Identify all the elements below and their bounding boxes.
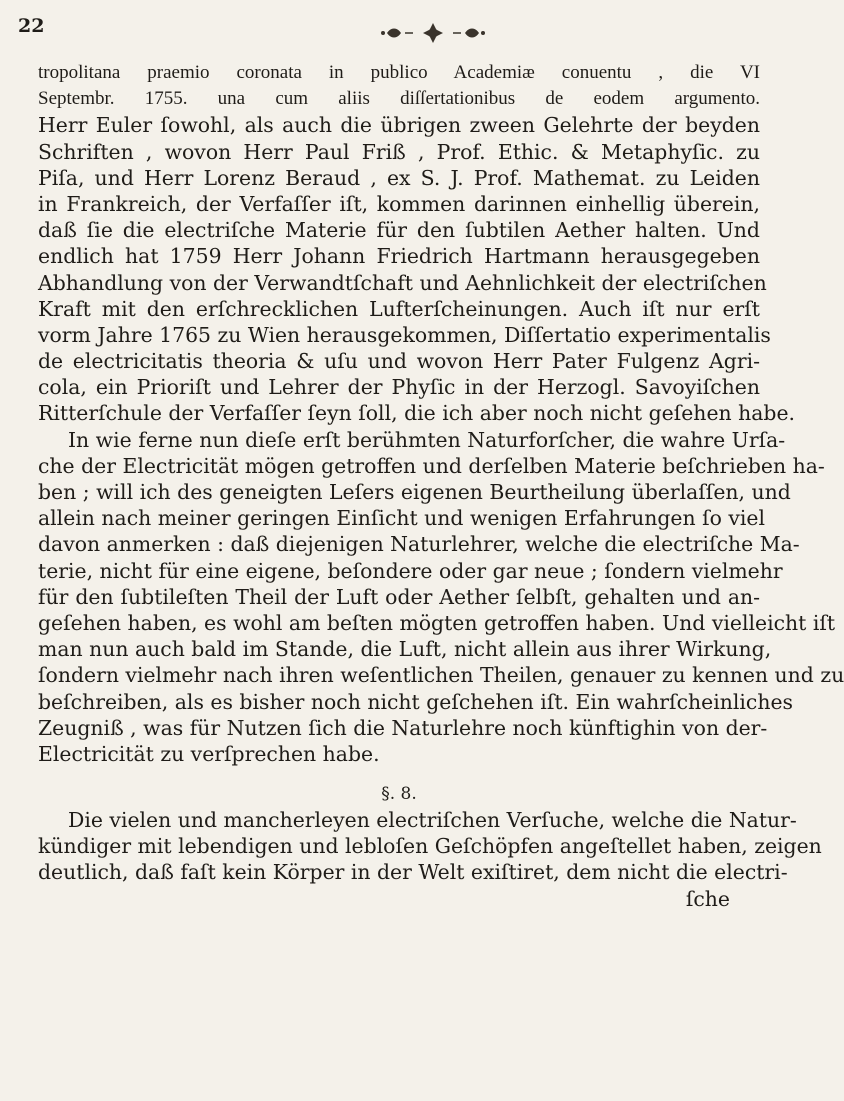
- text-line: terie, nicht für eine eigene, beſondere oder gar neue ; ſondern vielmehr: [38, 558, 783, 583]
- text-line: de electricitatis theoria & uſu und wovon Herr Pater Fulgenz Agri-: [38, 349, 760, 374]
- text-line: deutlich, daß faſt kein Körper in der Welt exiſtiret, dem nicht die electri-: [38, 860, 788, 885]
- text-line: tropolitana praemio coronata in publico Academiæ conuentu , die VI: [38, 62, 760, 83]
- text-line: vorm Jahre 1765 zu Wien herausgekommen, Diſſertatio experimentalis: [38, 322, 771, 347]
- catchword: ſche: [685, 886, 730, 911]
- text-line: ben ; will ich des geneigten Leſers eigenen Beurtheilung überlaſſen, und: [38, 480, 791, 504]
- text-line: Kraft mit den erſchrecklichen Lufterſcheinungen. Auch iſt nur erſt: [38, 296, 760, 321]
- paragraph-start-line: In wie ferne nun dieſe erſt berühmten Naturforſcher, die wahre Urſa-: [68, 427, 786, 452]
- text-line: Schriften , wovon Herr Paul Friß , Prof. Ethic. & Metaphyſic. zu: [38, 139, 760, 164]
- text-line: Ritterſchule der Verfaſſer ſeyn ſoll, die ich aber noch nicht geſehen habe.: [38, 401, 796, 426]
- text-line: für den ſubtileſten Theil der Luft oder Aether ſelbſt, gehalten und an-: [38, 584, 760, 609]
- text-line: Abhandlung von der Verwandtſchaft und Aehnlichkeit der electriſchen: [38, 270, 767, 295]
- text-line: Zeugniß , was für Nutzen ſich die Naturlehre noch künftighin von der-: [38, 715, 768, 740]
- text-line: Piſa, und Herr Lorenz Beraud , ex S. J. Prof. Mathemat. zu Leiden: [38, 165, 760, 190]
- text-line: daß ſie die electriſche Materie für den ſubtilen Aether halten. Und: [38, 218, 760, 243]
- text-line: ſondern vielmehr nach ihren weſentlichen Theilen, genauer zu kennen und zu: [38, 663, 844, 688]
- text-line: man nun auch bald im Stande, die Luft, nicht allein aus ihrer Wirkung,: [38, 637, 772, 662]
- text-line: endlich hat 1759 Herr Johann Friedrich Hartmann herausgegeben: [38, 244, 760, 269]
- text-line: Septembr. 1755. una cum aliis diſſertationibus de eodem argumento.: [38, 88, 760, 110]
- text-line: Electricität zu verſprechen habe.: [38, 741, 380, 766]
- page-number: 22: [18, 15, 45, 37]
- body-text: [38, 60, 844, 912]
- text-line: geſehen haben, es wohl am beſten mögten getroffen haben. Und vielleicht iſt: [38, 610, 836, 635]
- floral-ornament-icon: [373, 21, 493, 45]
- text-line: beſchreiben, als es bisher noch nicht geſchehen iſt. Ein wahrſcheinliches: [38, 689, 793, 714]
- text-line: in Frankreich, der Verfaſſer iſt, kommen darinnen einhellig überein,: [38, 191, 760, 216]
- text-line: cola, ein Prioriſt und Lehrer der Phyſic in der Herzogl. Savoyiſchen: [38, 375, 760, 400]
- paragraph-start-line: Die vielen und mancherleyen electriſchen Verſuche, welche die Natur-: [68, 808, 797, 833]
- text-line: kündiger mit lebendigen und lebloſen Geſchöpfen angeſtellet haben, zeigen: [38, 834, 822, 859]
- section-mark: §. 8.: [381, 784, 417, 805]
- text-line: che der Electricität mögen getroffen und derſelben Materie beſchrieben ha-: [38, 453, 825, 478]
- text-line: davon anmerken : daß diejenigen Naturlehrer, welche die electriſche Ma-: [38, 532, 800, 557]
- text-line: allein nach meiner geringen Einſicht und wenigen Erfahrungen ſo viel: [38, 506, 766, 531]
- page-header: [18, 15, 740, 45]
- text-line: Herr Euler ſowohl, als auch die übrigen zween Gelehrte der beyden: [38, 113, 760, 138]
